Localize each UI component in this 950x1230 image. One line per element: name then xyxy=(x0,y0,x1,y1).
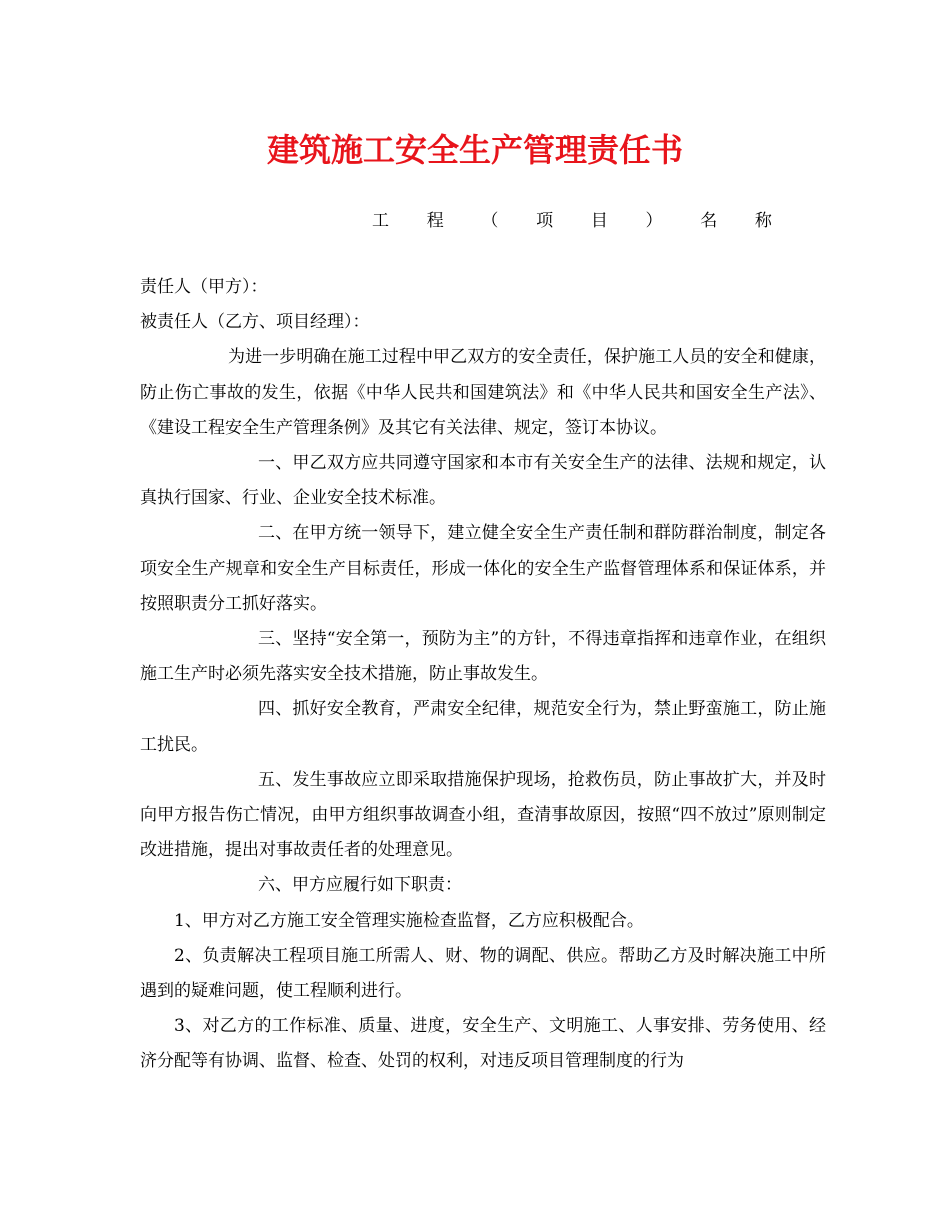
duty-paragraph: 3、对乙方的工作标准、质量、进度，安全生产、文明施工、人事安排、劳务使用、经济分配等有协调、监督、检查、处罚的权利，对违反项目管理制度的行为 xyxy=(140,1016,826,1072)
project-name-char: 目 xyxy=(590,211,608,231)
duty-paragraph: 2、负责解决工程项目施工所需人、财、物的调配、供应。帮助乙方及时解决施工中所遇到的疑难问题，使工程顺利进行。 xyxy=(140,945,826,1002)
project-name-char: 工 xyxy=(372,211,389,231)
party-b-label: 被责任人（乙方、项目经理）： xyxy=(140,312,370,333)
party-a-label: 责任人（甲方）： xyxy=(140,277,268,297)
intro-paragraph: 为进一步明确在施工过程中甲乙双方的安全责任，保护施工人员的安全和健康，防止伤亡事故的发生，依据《中华人民共和国建筑法》和《中华人民共和国安全生产法》、《建设工程安全生产管理条例》及其它有关法律、规定，签订本协议。 xyxy=(140,347,826,438)
project-name-label xyxy=(372,206,772,236)
document-body xyxy=(140,270,826,1080)
clause-paragraph: 二、在甲方统一领导下，建立健全安全生产责任制和群防群治制度，制定各项安全生产规章和安全生产目标责任，形成一体化的安全生产监督管理体系和保证体系，并按照职责分工抓好落实。 xyxy=(140,523,826,614)
project-name-char: ） xyxy=(645,211,663,231)
project-name-char: 程 xyxy=(426,211,444,231)
clause-paragraph: 三、坚持“安全第一，预防为主”的方针，不得违章指挥和违章作业，在组织施工生产时必须先落实安全技术措施，防止事故发生。 xyxy=(140,629,826,685)
duty-paragraph: 1、甲方对乙方施工安全管理实施检查监督，乙方应积极配合。 xyxy=(174,910,644,931)
clause-paragraph: 四、抓好安全教育，严肃安全纪律，规范安全行为，禁止野蛮施工，防止施工扰民。 xyxy=(140,699,826,755)
project-name-char: （ xyxy=(481,211,499,231)
clause-paragraph: 五、发生事故应立即采取措施保护现场，抢救伤员，防止事故扩大，并及时向甲方报告伤亡情况，由甲方组织事故调查小组，查清事故原因，按照“四不放过”原则制定改进措施，提出对事故责任者的处理意见。 xyxy=(140,769,826,861)
document-title: 建筑施工安全生产管理责任书 xyxy=(266,131,683,169)
clause-paragraph: 一、甲乙双方应共同遵守国家和本市有关安全生产的法律、法规和规定，认真执行国家、行业、企业安全技术标准。 xyxy=(140,453,826,509)
project-name-char: 名 xyxy=(700,211,718,231)
project-name-char: 称 xyxy=(754,211,772,231)
project-name-char: 项 xyxy=(536,211,554,231)
clause-paragraph: 六、甲方应履行如下职责： xyxy=(258,875,462,896)
